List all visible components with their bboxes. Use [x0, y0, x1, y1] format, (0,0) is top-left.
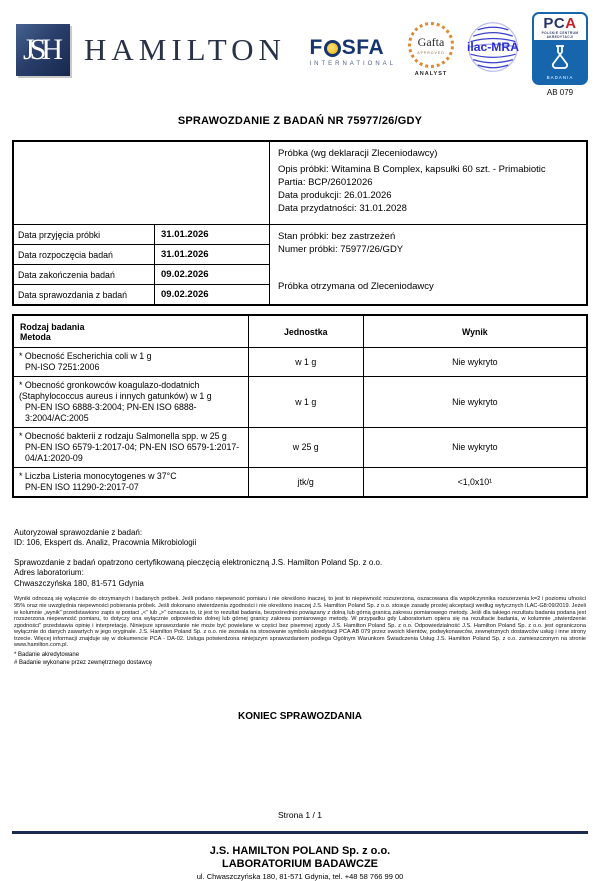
date-value: 09.02.2026	[155, 284, 270, 304]
test-method: PN-ISO 7251:2006	[25, 361, 100, 372]
result-row	[13, 427, 587, 467]
sample-production-date: Data produkcji: 26.01.2026	[278, 190, 392, 202]
date-value: 09.02.2026	[155, 264, 270, 284]
lab-address-heading: Adres laboratorium:	[14, 568, 84, 578]
sample-received-note: Próbka otrzymana od Zleceniodawcy	[278, 281, 434, 293]
pca-badge-bottom	[534, 40, 586, 83]
fosfa-subtitle: INTERNATIONAL	[309, 61, 396, 67]
pca-badge-top	[534, 14, 586, 40]
date-label: Data zakończenia badań	[14, 264, 155, 284]
footer-divider	[12, 831, 588, 834]
gafta-name: Gafta	[417, 35, 445, 49]
ilac-mra-text: ilac-MRA	[467, 40, 519, 55]
footnote-external: # Badanie wykonane przez zewnętrznego dostawcę	[14, 660, 153, 667]
authorized-by: ID: 106, Ekspert ds. Analiz, Pracownia Mikrobiologii	[14, 538, 197, 548]
page-number: Strona 1 / 1	[278, 810, 322, 821]
header-test: Rodzaj badania	[20, 321, 85, 332]
fosfa-globe-icon	[324, 40, 341, 57]
header-unit: Jednostka	[248, 315, 363, 347]
test-name: * Liczba Listeria monocytogenes w 37°C	[19, 470, 177, 481]
pca-accreditation-number: AB 079	[546, 88, 574, 98]
test-unit: w 25 g	[248, 427, 363, 467]
sample-batch: Partia: BCP/26012026	[278, 177, 373, 189]
test-name-cell	[13, 347, 248, 376]
electronic-stamp-note: Sprawozdanie z badań opatrzono certyfikowaną pieczęcią elektroniczną J.S. Hamilton Poland Sp. z o.o.	[14, 557, 383, 567]
test-result: Nie wykryto	[363, 376, 587, 427]
test-result: Nie wykryto	[363, 427, 587, 467]
pca-badge	[532, 12, 588, 85]
header-method: Metoda	[20, 331, 51, 342]
fosfa-logo	[309, 36, 396, 67]
test-method: PN-EN ISO 11290-2:2017-07	[25, 481, 139, 492]
footer-company-name: J.S. HAMILTON POLAND Sp. z o.o.	[209, 845, 391, 858]
gafta-analyst-label: ANALYST	[414, 71, 448, 77]
fosfa-wordmark	[309, 36, 396, 60]
test-unit: w 1 g	[248, 376, 363, 427]
pca-letters-pc: PC	[543, 15, 566, 32]
end-of-report-label: KONIEC SPRAWOZDANIA	[238, 711, 362, 723]
pca-accreditation	[532, 12, 588, 97]
date-label: Data przyjęcia próbki	[14, 224, 155, 244]
sample-info-table	[12, 140, 588, 306]
report-header	[0, 0, 600, 97]
date-value: 31.01.2026	[155, 244, 270, 264]
footnote-accredited: * Badanie akredytowane	[14, 652, 80, 659]
certification-logos	[309, 12, 588, 97]
jsh-hamilton-logo	[16, 24, 286, 76]
authorized-heading: Autoryzował sprawozdanie z badań:	[14, 527, 143, 537]
authorization-block	[14, 528, 586, 590]
sample-declaration-cell	[270, 142, 586, 224]
pca-wordmark	[536, 16, 584, 31]
pca-badania-label: BADANIA	[546, 75, 574, 81]
pca-subtitle-line1: POLSKIE CENTRUM	[541, 31, 579, 35]
test-name-cell	[13, 467, 248, 497]
report-title: SPRAWOZDANIE Z BADAŃ NR 75977/26/GDY	[177, 115, 423, 128]
disclaimer-text: Wyniki odnoszą się wyłącznie do otrzymanych i badanych próbek. Jeśli podano niepewność pomiaru i nie określono inaczej, to jest to niepewność rozszerzona, oszacowana dla współczynnika rozszerzenia k=2 i poziomu ufności 95% oraz nie uwzględnia niepewności pobierania próbek. Jeśli dokonano stwierdzenia zgodności i nie określono inaczej J.S. Hamilton Poland Sp. z o.o. stosuje zasadę prostej akceptacji według wytycznych ILAC-G8:09/2019. Jeżeli w kolumnie „wynik” przedstawiono zapis w postaci „<” lub „>” oznacza to, iż jest to rezultat badania, bezpośrednio powiązany z dolną lub górną granicą zakresu pomiarowego metody. Jeśli dla takiego rezultatu badania podana jest rozszerzona niepewność pomiaru, to dotyczy ona wyłącznie odpowiednio dolnej lub górnej granicy zakresu pomiarowego metody. W przypadku gdy Laboratorium opiera się na rezultacie badania, w kolumnie „stwierdzenie zgodności” przedstawia opinię i interpretację. Niniejsze sprawozdanie nie może być powielane w części bez pisemnej zgody J.S. Hamilton Poland Sp. z o.o. Odpowiedzialność J.S. Hamilton Poland Sp. z o.o. jest ograniczona wyłącznie do danych zawartych w jego oryginale. J.S. Hamilton Poland Sp. z o.o. nie zezwala na stosowanie symbolu akredytacji PCA AB 079 przez swoich klientów, podwykonawców, zewnętrznych dostawców usług i inne strony trzecie. Więcej informacji znajduje się w dokumencie PCA - DA-02. Usługa potwierdzona niniejszym sprawozdaniem podlega Ogólnym Warunkom Świadczenia Usług J.S. Hamilton Poland Sp. z o.o. zamieszczonym na stronie www.hamilton.com.pl.	[14, 596, 586, 649]
empty-cell	[14, 142, 270, 224]
report-footer	[0, 845, 600, 881]
result-row	[13, 347, 587, 376]
ilac-mra-seal	[466, 20, 520, 79]
results-header-row	[13, 315, 587, 347]
date-label: Data sprawozdania z badań	[14, 284, 155, 304]
sample-status: Stan próbki: bez zastrzeżeń	[278, 231, 396, 243]
sample-number: Numer próbki: 75977/26/GDY	[278, 244, 404, 256]
lab-address: Chwaszczyńska 180, 81-571 Gdynia	[14, 578, 144, 588]
pca-flask-icon	[535, 43, 585, 69]
fosfa-letters-sfa: SFA	[341, 36, 385, 59]
test-method: PN-EN ISO 6579-1:2017-04; PN-EN ISO 6579-1:2017-04/A1:2020-09	[25, 441, 240, 463]
fosfa-letter-f: F	[309, 36, 323, 59]
test-unit: jtk/g	[248, 467, 363, 497]
test-unit: w 1 g	[248, 347, 363, 376]
test-name: * Obecność gronkowców koagulazo-dodatnich (Staphylococcus aureus i innych gatunków) w 1 g	[19, 379, 212, 401]
sample-status-cell	[270, 224, 586, 304]
test-method: PN-EN ISO 6888-3:2004; PN-EN ISO 6888-3:2004/AC:2005	[25, 401, 197, 423]
sample-heading: Próbka (wg deklaracji Zleceniodawcy)	[278, 148, 438, 160]
gafta-approved-label: APPROVED	[417, 51, 445, 55]
footer-address: ul. Chwaszczyńska 180, 81-571 Gdynia, tel. +48 58 766 99 00	[196, 872, 404, 881]
pca-subtitle-line2: AKREDYTACJI	[546, 35, 574, 40]
results-table	[12, 314, 588, 498]
test-name-cell	[13, 427, 248, 467]
result-row	[13, 467, 587, 497]
header-test-method	[13, 315, 248, 347]
pca-letter-a: A	[565, 15, 577, 32]
footer-lab-name: LABORATORIUM BADAWCZE	[221, 858, 379, 871]
test-result: Nie wykryto	[363, 347, 587, 376]
jsh-monogram-icon	[16, 24, 70, 76]
test-name: * Obecność bakterii z rodzaju Salmonella spp. w 25 g	[19, 430, 227, 441]
gafta-seal	[408, 22, 454, 77]
result-row	[13, 376, 587, 427]
ilac-globe-icon	[466, 20, 520, 74]
date-label: Data rozpoczęcia badań	[14, 244, 155, 264]
brand-name: HAMILTON	[84, 32, 286, 67]
test-name: * Obecność Escherichia coli w 1 g	[19, 350, 152, 361]
date-value: 31.01.2026	[155, 224, 270, 244]
sample-description: Opis próbki: Witamina B Complex, kapsułki 60 szt. - Primabiotic	[278, 164, 546, 176]
test-name-cell	[13, 376, 248, 427]
gafta-laurel-icon	[408, 22, 454, 68]
test-result: <1,0x10¹	[363, 467, 587, 497]
header-result: Wynik	[363, 315, 587, 347]
sample-expiry-date: Data przydatności: 31.01.2028	[278, 203, 407, 215]
footnotes	[14, 651, 586, 667]
jsh-monogram-text: JSH	[22, 33, 59, 66]
